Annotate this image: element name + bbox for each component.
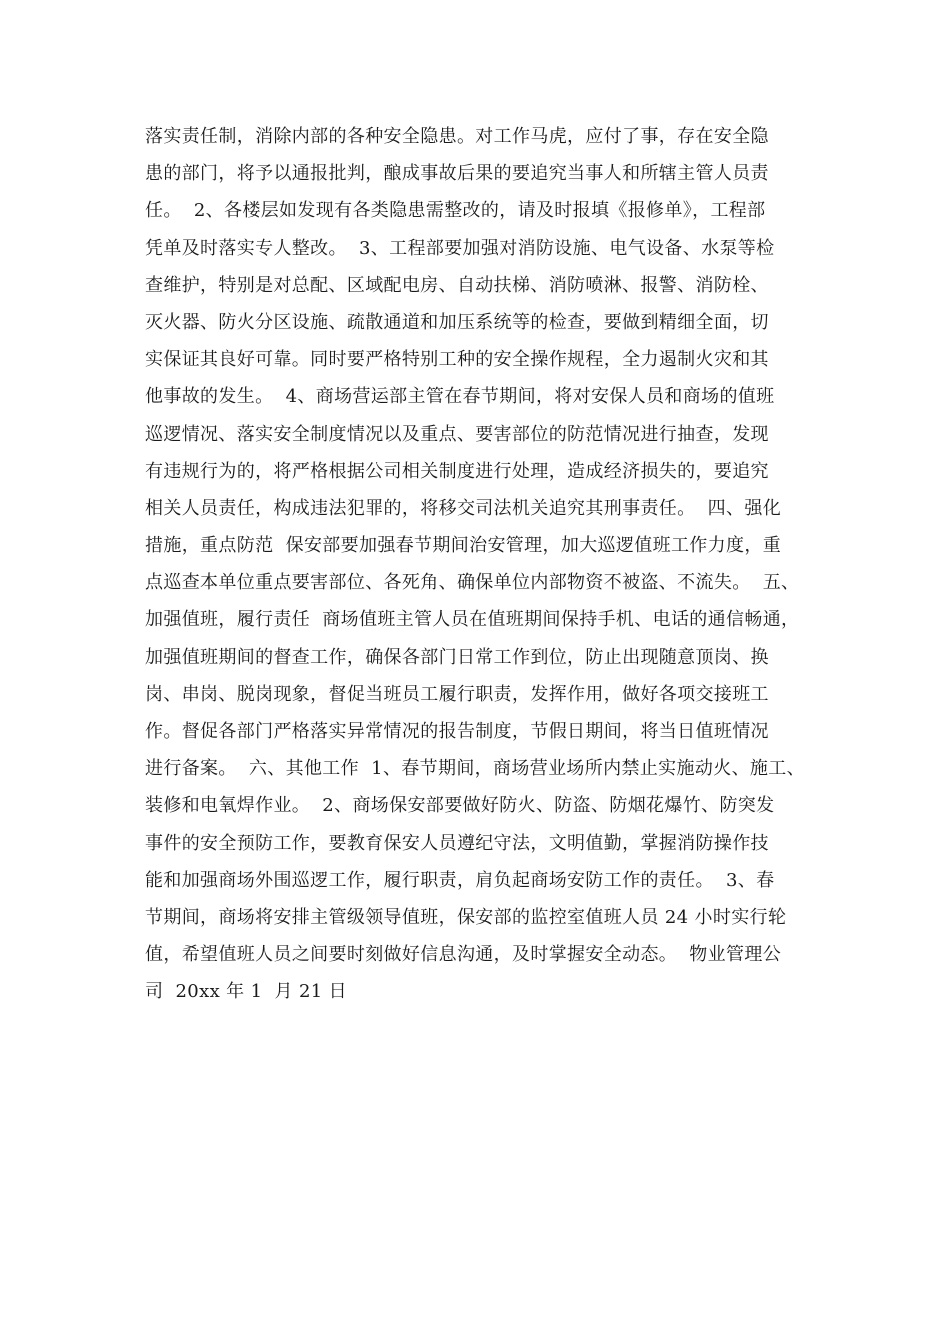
text-line-23: 值，希望值班人员之间要时刻做好信息沟通，及时掌握安全动态。 物业管理公	[145, 944, 782, 966]
text-line-16: 岗、串岗、脱岗现象，督促当班员工履行职责，发挥作用，做好各项交接班工	[145, 683, 769, 705]
text-line-14: 加强值班，履行责任 商场值班主管人员在值班期间保持手机、电话的通信畅通，	[145, 609, 800, 631]
document-body	[145, 118, 825, 1011]
text-line-7: 实保证其良好可靠。同时要严格特别工种的安全操作规程，全力遏制火灾和其	[145, 349, 769, 371]
text-line-19: 装修和电氧焊作业。 2、商场保安部要做好防火、防盗、防烟花爆竹、防突发	[145, 795, 775, 817]
text-line-15: 加强值班期间的督查工作，确保各部门日常工作到位，防止出现随意顶岗、换	[145, 646, 769, 668]
text-line-2: 患的部门，将予以通报批判，酿成事故后果的要追究当事人和所辖主管人员责	[145, 163, 769, 185]
text-line-18: 进行备案。 六、其他工作 1、春节期间，商场营业场所内禁止实施动火、施工、	[145, 758, 805, 780]
text-line-6: 灭火器、防火分区设施、疏散通道和加压系统等的检查，要做到精细全面，切	[145, 311, 769, 333]
text-line-24: 司 20xx 年 1 月 21 日	[145, 981, 347, 1003]
text-line-17: 作。督促各部门严格落实异常情况的报告制度，节假日期间，将当日值班情况	[145, 721, 769, 742]
text-line-8: 他事故的发生。 4、商场营运部主管在春节期间，将对安保人员和商场的值班	[145, 386, 775, 408]
text-line-13: 点巡查本单位重点要害部位、各死角、确保单位内部物资不被盗、不流失。 五、	[145, 572, 800, 594]
text-line-11: 相关人员责任，构成违法犯罪的，将移交司法机关追究其刑事责任。 四、强化	[145, 497, 782, 519]
text-line-1: 落实责任制，消除内部的各种安全隐患。对工作马虎，应付了事，存在安全隐	[145, 126, 769, 147]
text-line-9: 巡逻情况、落实安全制度情况以及重点、要害部位的防范情况进行抽查，发现	[145, 423, 769, 445]
text-line-5: 查维护，特别是对总配、区域配电房、自动扶梯、消防喷淋、报警、消防栓、	[145, 274, 769, 296]
text-line-21: 能和加强商场外围巡逻工作，履行职责，肩负起商场安防工作的责任。 3、春	[145, 869, 775, 891]
text-line-20: 事件的安全预防工作，要教育保安人员遵纪守法，文明值勤，掌握消防操作技	[145, 832, 769, 854]
text-line-3: 任。 2、各楼层如发现有各类隐患需整改的，请及时报填《报修单》，工程部	[145, 200, 766, 222]
text-line-4: 凭单及时落实专人整改。 3、工程部要加强对消防设施、电气设备、水泵等检	[145, 237, 775, 259]
text-line-12: 措施，重点防范 保安部要加强春节期间治安管理，加大巡逻值班工作力度，重	[145, 535, 782, 557]
text-line-22: 节期间，商场将安排主管级领导值班，保安部的监控室值班人员 24 小时实行轮	[145, 906, 787, 928]
text-line-10: 有违规行为的，将严格根据公司相关制度进行处理，造成经济损失的，要追究	[145, 460, 769, 482]
